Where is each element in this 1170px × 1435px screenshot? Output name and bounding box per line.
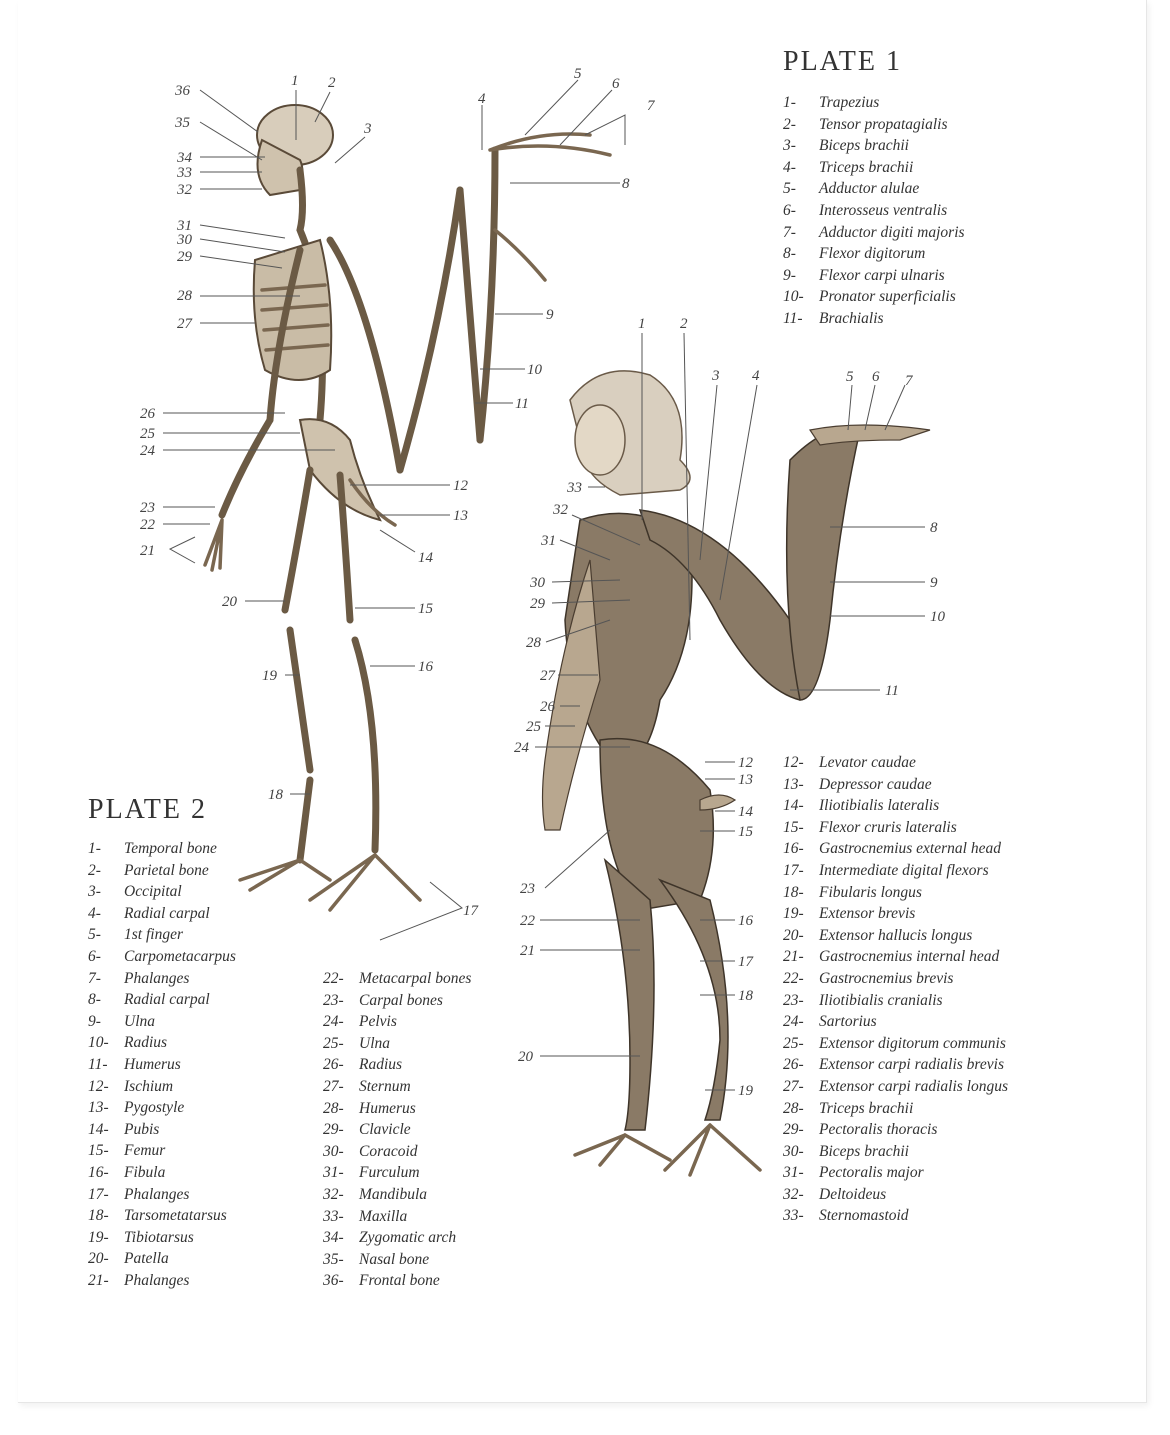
legend-term: Extensor brevis	[819, 905, 916, 923]
legend-term: Frontal bone	[359, 1272, 440, 1290]
legend-term: Mandibula	[359, 1185, 428, 1203]
plate-1-legend-top	[783, 92, 1013, 330]
legend-item	[323, 1227, 503, 1249]
legend-term: Flexor carpi ulnaris	[819, 266, 945, 284]
plate-2-legend-col2	[323, 968, 503, 1292]
legend-term: Ulna	[124, 1012, 155, 1030]
legend-number: 27-	[783, 1077, 804, 1095]
skeleton-callout-28: 28	[177, 288, 192, 304]
legend-number: 15-	[88, 1142, 109, 1160]
muscle-callout-33: 33	[567, 480, 582, 496]
legend-number: 19-	[88, 1228, 109, 1246]
legend-term: Tensor propatagialis	[819, 115, 948, 133]
legend-item	[88, 1140, 298, 1162]
legend-number: 11-	[783, 309, 803, 327]
legend-term: Extensor carpi radialis longus	[819, 1077, 1009, 1095]
legend-item	[783, 92, 1013, 114]
legend-term: Pectoralis major	[819, 1164, 924, 1182]
muscle-callout-7: 7	[905, 373, 913, 389]
legend-item	[783, 157, 1013, 179]
legend-term: Iliotibialis cranialis	[819, 991, 943, 1009]
legend-term: Humerus	[124, 1055, 181, 1073]
legend-item	[88, 1248, 298, 1270]
skeleton-callout-20: 20	[222, 594, 237, 610]
legend-item	[783, 1054, 1013, 1076]
legend-term: Pubis	[124, 1120, 160, 1138]
legend-item	[88, 989, 298, 1011]
legend-number: 22-	[783, 969, 804, 987]
skeleton-callout-23: 23	[140, 500, 155, 516]
legend-item	[783, 817, 1013, 839]
skeleton-callout-3: 3	[364, 121, 372, 137]
legend-number: 35-	[323, 1250, 344, 1268]
legend-term: Humerus	[359, 1099, 416, 1117]
legend-item	[88, 1076, 298, 1098]
legend-item	[783, 222, 1013, 244]
legend-number: 25-	[323, 1034, 344, 1052]
legend-term: Extensor carpi radialis brevis	[819, 1056, 1004, 1074]
legend-number: 16-	[88, 1163, 109, 1181]
muscle-callout-12: 12	[738, 755, 753, 771]
legend-item	[88, 924, 298, 946]
legend-number: 10-	[88, 1034, 109, 1052]
legend-item	[783, 1033, 1013, 1055]
plate-2-title: PLATE 2	[88, 794, 207, 825]
skeleton-callout-15: 15	[418, 601, 433, 617]
legend-item	[323, 1270, 503, 1292]
legend-number: 30-	[783, 1142, 804, 1160]
skeleton-callout-6: 6	[612, 76, 620, 92]
muscle-callout-30: 30	[530, 575, 545, 591]
legend-term: Ulna	[359, 1034, 390, 1052]
legend-number: 8-	[783, 245, 796, 263]
legend-item	[783, 1098, 1013, 1120]
muscle-callout-23: 23	[520, 881, 535, 897]
skeleton-callout-24: 24	[140, 443, 155, 459]
legend-term: Phalanges	[124, 969, 190, 987]
legend-term: Zygomatic arch	[359, 1229, 457, 1247]
legend-term: Phalanges	[124, 1185, 190, 1203]
skeleton-callout-32: 32	[177, 182, 192, 198]
legend-item	[783, 114, 1013, 136]
legend-item	[783, 1205, 1013, 1227]
skeleton-callout-4: 4	[478, 91, 486, 107]
legend-item	[783, 1119, 1013, 1141]
legend-item	[783, 286, 1013, 308]
legend-number: 13-	[783, 775, 804, 793]
legend-item	[783, 1011, 1013, 1033]
legend-item	[783, 1184, 1013, 1206]
skeleton-callout-14: 14	[418, 550, 433, 566]
legend-item	[88, 1032, 298, 1054]
legend-term: Interosseus ventralis	[819, 201, 948, 219]
legend-number: 27-	[323, 1077, 344, 1095]
legend-term: Carpometacarpus	[124, 947, 236, 965]
skeleton-callout-19: 19	[262, 668, 277, 684]
legend-term: Patella	[124, 1250, 169, 1268]
legend-number: 2-	[88, 861, 101, 879]
legend-item	[783, 968, 1013, 990]
legend-item	[88, 881, 298, 903]
legend-term: Adductor alulae	[819, 180, 920, 198]
skeleton-callout-11: 11	[515, 396, 529, 412]
legend-item	[783, 860, 1013, 882]
legend-number: 1-	[783, 94, 796, 111]
legend-item	[88, 1011, 298, 1033]
muscle-callout-15: 15	[738, 824, 753, 840]
legend-item	[323, 968, 503, 990]
legend-number: 18-	[783, 883, 804, 901]
legend-item	[783, 925, 1013, 947]
muscle-callout-14: 14	[738, 804, 753, 820]
skeleton-callout-10: 10	[527, 362, 542, 378]
skeleton-callout-34: 34	[177, 150, 192, 166]
legend-term: 1st finger	[124, 926, 183, 944]
legend-number: 3-	[88, 883, 101, 901]
legend-term: Flexor digitorum	[819, 245, 926, 263]
legend-item	[323, 990, 503, 1012]
legend-number: 31-	[323, 1164, 344, 1182]
muscle-callout-28: 28	[526, 635, 541, 651]
legend-number: 14-	[88, 1120, 109, 1138]
legend-item	[88, 1119, 298, 1141]
legend-number: 17-	[88, 1185, 109, 1203]
legend-term: Carpal bones	[359, 991, 443, 1009]
legend-item	[323, 1184, 503, 1206]
muscle-callout-2: 2	[680, 316, 688, 332]
legend-number: 5-	[88, 926, 101, 944]
legend-item	[323, 1076, 503, 1098]
plate-1-legend-bottom	[783, 752, 1013, 1227]
legend-number: 17-	[783, 861, 804, 879]
legend-term: Brachialis	[819, 309, 884, 327]
legend-number: 15-	[783, 818, 804, 836]
legend-item	[783, 774, 1013, 796]
muscle-callout-19: 19	[738, 1083, 753, 1099]
legend-number: 12-	[783, 754, 804, 771]
muscle-callout-32: 32	[553, 502, 568, 518]
legend-term: Extensor digitorum communis	[819, 1034, 1006, 1052]
legend-term: Radial carpal	[124, 991, 210, 1009]
legend-number: 33-	[783, 1207, 804, 1225]
legend-item	[88, 838, 298, 860]
legend-number: 31-	[783, 1164, 804, 1182]
legend-item	[323, 1011, 503, 1033]
legend-item	[783, 946, 1013, 968]
legend-number: 20-	[88, 1250, 109, 1268]
legend-item	[783, 1162, 1013, 1184]
legend-number: 28-	[323, 1099, 344, 1117]
muscle-callout-20: 20	[518, 1049, 533, 1065]
muscle-callout-13: 13	[738, 772, 753, 788]
legend-number: 25-	[783, 1034, 804, 1052]
legend-number: 8-	[88, 991, 101, 1009]
legend-item	[783, 135, 1013, 157]
legend-number: 4-	[783, 158, 796, 176]
legend-term: Flexor cruris lateralis	[819, 818, 957, 836]
muscle-callout-27: 27	[540, 668, 555, 684]
muscle-callout-3: 3	[712, 368, 720, 384]
muscle-callout-17: 17	[738, 954, 753, 970]
legend-term: Parietal bone	[124, 861, 209, 879]
legend-number: 10-	[783, 288, 804, 306]
legend-item	[88, 946, 298, 968]
skeleton-callout-13: 13	[453, 508, 468, 524]
legend-number: 19-	[783, 905, 804, 923]
legend-number: 32-	[323, 1185, 344, 1203]
skeleton-callout-26: 26	[140, 406, 155, 422]
legend-term: Pygostyle	[124, 1099, 185, 1117]
legend-item	[323, 1054, 503, 1076]
legend-item	[88, 1162, 298, 1184]
legend-number: 18-	[88, 1207, 109, 1225]
legend-term: Depressor caudae	[819, 775, 932, 793]
legend-number: 33-	[323, 1207, 344, 1225]
skeleton-callout-16: 16	[418, 659, 433, 675]
legend-item	[783, 795, 1013, 817]
muscle-callout-31: 31	[541, 533, 556, 549]
legend-term: Radius	[359, 1056, 403, 1074]
muscle-callout-6: 6	[872, 369, 880, 385]
legend-number: 12-	[88, 1077, 109, 1095]
legend-item	[783, 882, 1013, 904]
muscle-callout-5: 5	[846, 369, 854, 385]
legend-item	[783, 838, 1013, 860]
plate-2-legend-col1	[88, 838, 298, 1291]
muscle-callout-1: 1	[638, 316, 646, 332]
skeleton-callout-7: 7	[647, 98, 655, 114]
legend-term: Iliotibialis lateralis	[819, 797, 940, 815]
legend-term: Deltoideus	[819, 1185, 887, 1203]
muscle-callout-26: 26	[540, 699, 555, 715]
legend-item	[783, 178, 1013, 200]
legend-item	[323, 1033, 503, 1055]
skeleton-callout-31: 31	[177, 218, 192, 234]
legend-number: 5-	[783, 180, 796, 198]
legend-term: Radial carpal	[124, 904, 210, 922]
legend-number: 30-	[323, 1142, 344, 1160]
legend-number: 9-	[88, 1012, 101, 1030]
legend-item	[783, 1076, 1013, 1098]
legend-item	[783, 308, 1013, 330]
legend-term: Biceps brachii	[819, 137, 909, 155]
legend-number: 3-	[783, 137, 796, 155]
legend-term: Coracoid	[359, 1142, 418, 1160]
muscle-callout-18: 18	[738, 988, 753, 1004]
muscle-callout-8: 8	[930, 520, 938, 536]
legend-term: Tibiotarsus	[124, 1228, 194, 1246]
legend-number: 11-	[88, 1055, 108, 1073]
legend-number: 34-	[323, 1229, 344, 1247]
plate-1-title: PLATE 1	[783, 46, 902, 77]
legend-term: Levator caudae	[819, 754, 916, 771]
legend-item	[323, 1141, 503, 1163]
legend-term: Biceps brachii	[819, 1142, 909, 1160]
legend-item	[323, 1162, 503, 1184]
legend-term: Metacarpal bones	[359, 970, 472, 987]
skeleton-callout-9: 9	[546, 307, 554, 323]
legend-term: Trapezius	[819, 94, 880, 111]
legend-item	[323, 1098, 503, 1120]
legend-number: 6-	[783, 201, 796, 219]
legend-term: Intermediate digital flexors	[819, 861, 989, 879]
legend-number: 16-	[783, 840, 804, 858]
legend-term: Gastrocnemius internal head	[819, 948, 1000, 966]
legend-number: 9-	[783, 266, 796, 284]
legend-term: Radius	[124, 1034, 168, 1052]
legend-item	[783, 243, 1013, 265]
legend-number: 24-	[323, 1013, 344, 1031]
skeleton-callout-12: 12	[453, 478, 468, 494]
legend-number: 26-	[323, 1056, 344, 1074]
legend-term: Adductor digiti majoris	[819, 223, 965, 241]
skeleton-callout-18: 18	[268, 787, 283, 803]
legend-number: 22-	[323, 970, 344, 987]
legend-term: Fibularis longus	[819, 883, 922, 901]
legend-term: Femur	[124, 1142, 166, 1160]
legend-term: Triceps brachii	[819, 158, 914, 176]
legend-term: Extensor hallucis longus	[819, 926, 973, 944]
legend-number: 2-	[783, 115, 796, 133]
legend-term: Sternum	[359, 1077, 411, 1095]
muscle-callout-4: 4	[752, 368, 760, 384]
muscle-callout-11: 11	[885, 683, 899, 699]
legend-number: 32-	[783, 1185, 804, 1203]
legend-term: Pelvis	[359, 1013, 397, 1031]
legend-item	[88, 1227, 298, 1249]
legend-term: Gastrocnemius external head	[819, 840, 1001, 858]
legend-item	[783, 752, 1013, 774]
legend-term: Phalanges	[124, 1271, 190, 1289]
skeleton-callout-17: 17	[463, 903, 478, 919]
skeleton-callout-30: 30	[177, 232, 192, 248]
legend-term: Maxilla	[359, 1207, 408, 1225]
legend-number: 28-	[783, 1099, 804, 1117]
legend-item	[783, 265, 1013, 287]
skeleton-callout-29: 29	[177, 249, 192, 265]
legend-item	[323, 1249, 503, 1271]
muscle-callout-21: 21	[520, 943, 535, 959]
legend-term: Gastrocnemius brevis	[819, 969, 954, 987]
muscle-callout-29: 29	[530, 596, 545, 612]
legend-number: 21-	[783, 948, 804, 966]
skeleton-callout-22: 22	[140, 517, 155, 533]
skeleton-callout-35: 35	[175, 115, 190, 131]
legend-item	[88, 1205, 298, 1227]
legend-number: 24-	[783, 1013, 804, 1031]
skeleton-callout-2: 2	[328, 75, 336, 91]
legend-term: Triceps brachii	[819, 1099, 914, 1117]
legend-number: 7-	[783, 223, 796, 241]
legend-number: 29-	[783, 1121, 804, 1139]
skeleton-callout-1: 1	[291, 73, 299, 89]
skeleton-callout-27: 27	[177, 316, 192, 332]
muscle-callout-24: 24	[514, 740, 529, 756]
legend-number: 29-	[323, 1121, 344, 1139]
legend-number: 36-	[323, 1272, 344, 1290]
legend-item	[323, 1206, 503, 1228]
legend-item	[88, 903, 298, 925]
legend-number: 7-	[88, 969, 101, 987]
legend-term: Pectoralis thoracis	[819, 1121, 938, 1139]
muscle-callout-25: 25	[526, 719, 541, 735]
skeleton-callout-25: 25	[140, 426, 155, 442]
legend-number: 13-	[88, 1099, 109, 1117]
legend-term: Temporal bone	[124, 840, 217, 857]
legend-item	[88, 1270, 298, 1292]
muscle-callout-16: 16	[738, 913, 753, 929]
legend-number: 23-	[783, 991, 804, 1009]
muscle-callout-10: 10	[930, 609, 945, 625]
legend-item	[88, 1054, 298, 1076]
legend-term: Fibula	[124, 1163, 166, 1181]
legend-item	[783, 1141, 1013, 1163]
legend-number: 23-	[323, 991, 344, 1009]
legend-term: Tarsometatarsus	[124, 1207, 227, 1225]
legend-term: Ischium	[124, 1077, 174, 1095]
legend-item	[88, 1097, 298, 1119]
legend-number: 21-	[88, 1271, 109, 1289]
skeleton-callout-21: 21	[140, 543, 155, 559]
legend-term: Clavicle	[359, 1121, 411, 1139]
legend-number: 1-	[88, 840, 101, 857]
legend-item	[783, 903, 1013, 925]
muscle-callout-22: 22	[520, 913, 535, 929]
legend-item	[783, 990, 1013, 1012]
legend-number: 6-	[88, 947, 101, 965]
skeleton-callout-8: 8	[622, 176, 630, 192]
legend-term: Nasal bone	[359, 1250, 430, 1268]
legend-term: Pronator superficialis	[819, 288, 956, 306]
legend-number: 4-	[88, 904, 101, 922]
legend-item	[323, 1119, 503, 1141]
legend-term: Sartorius	[819, 1013, 877, 1031]
skeleton-callout-36: 36	[175, 83, 190, 99]
legend-item	[88, 968, 298, 990]
legend-item	[88, 860, 298, 882]
muscle-callout-9: 9	[930, 575, 938, 591]
skeleton-callout-5: 5	[574, 66, 582, 82]
legend-number: 14-	[783, 797, 804, 815]
legend-item	[783, 200, 1013, 222]
legend-item	[88, 1184, 298, 1206]
legend-term: Occipital	[124, 883, 182, 901]
legend-term: Sternomastoid	[819, 1207, 909, 1225]
skeleton-callout-33: 33	[177, 165, 192, 181]
legend-number: 20-	[783, 926, 804, 944]
legend-term: Furculum	[359, 1164, 420, 1182]
legend-number: 26-	[783, 1056, 804, 1074]
